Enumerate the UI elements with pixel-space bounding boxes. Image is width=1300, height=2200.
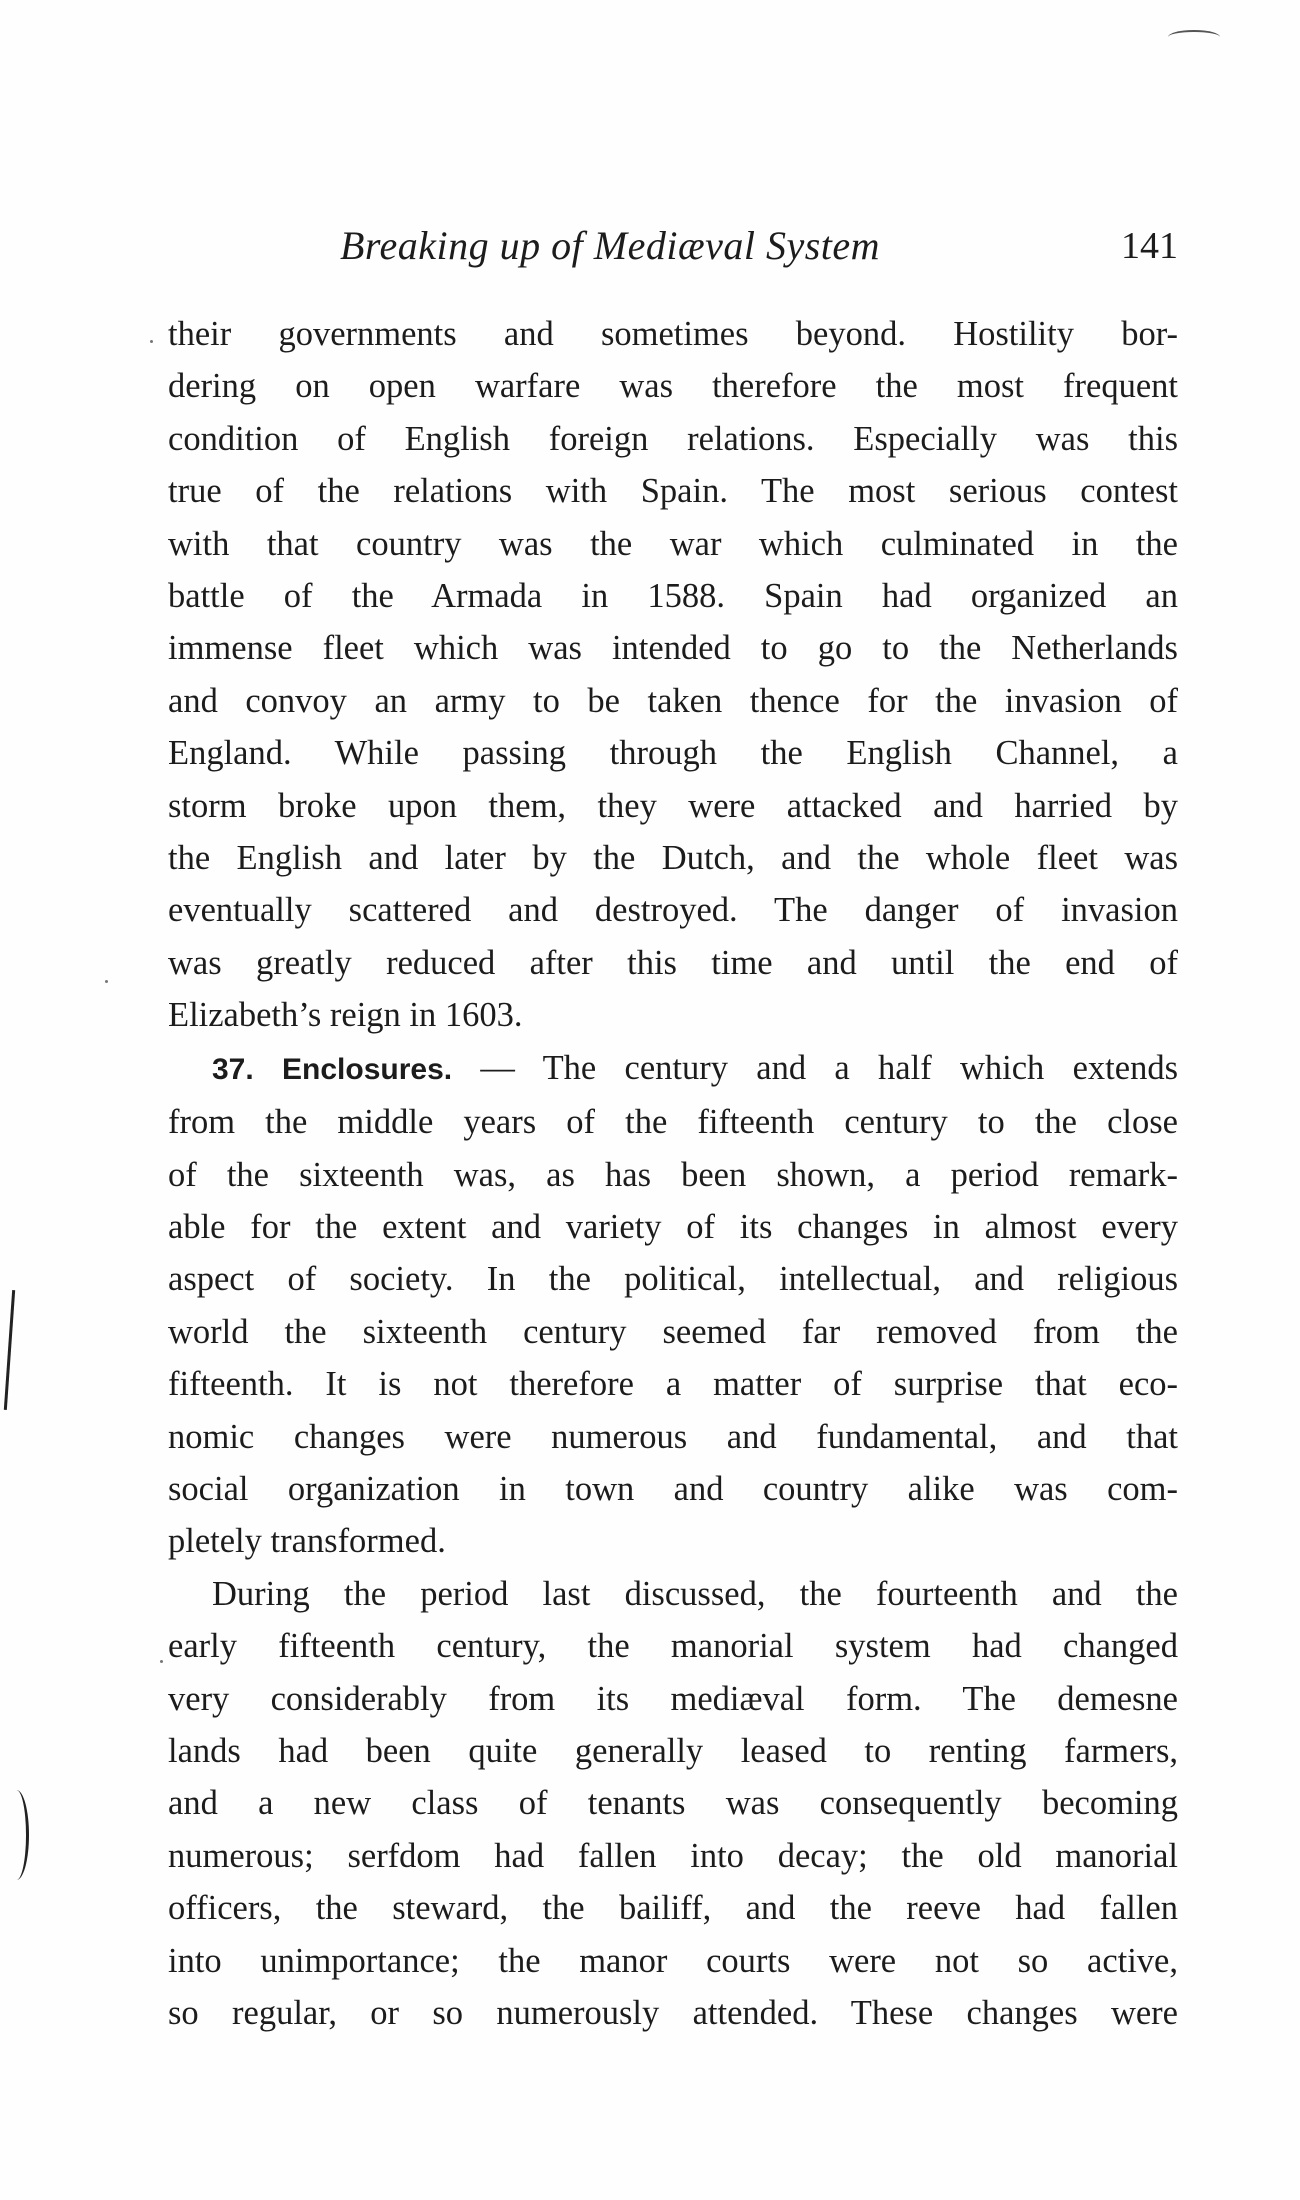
text-line: eventually scattered and destroyed. The danger of invasion — [168, 891, 1178, 930]
text-line: immense fleet which was intended to go to the Netherlands — [168, 629, 1178, 668]
text-line: their governments and sometimes beyond. Hostility bor- — [168, 315, 1178, 353]
text-line: During the period last discussed, the fourteenth and the — [212, 1574, 1178, 1613]
running-head — [168, 222, 1178, 274]
text-line: of the sixteenth was, as has been shown, a period remark- — [168, 1155, 1178, 1194]
text-line: so regular, or so numerously attended. These changes were — [168, 1994, 1178, 2032]
body-text — [168, 308, 1178, 2039]
running-title: Breaking up of Mediæval System — [340, 223, 881, 268]
text-line: true of the relations with Spain. The most serious contest — [168, 472, 1178, 511]
text-line: dering on open warfare was therefore the most frequent — [168, 367, 1178, 406]
text-line: into unimportance; the manor courts were not so active, — [168, 1941, 1178, 1980]
text-line: nomic changes were numerous and fundamental, and that — [168, 1417, 1178, 1456]
text-line: condition of English foreign relations. Especially was this — [168, 419, 1178, 458]
text-line: aspect of society. In the political, intellectual, and religious — [168, 1260, 1178, 1299]
page-number: 141 — [1121, 225, 1178, 267]
text-line: lands had been quite generally leased to renting farmers, — [168, 1731, 1178, 1770]
text-line: pletely transformed. — [168, 1522, 446, 1561]
text-line: numerous; serfdom had fallen into decay; the old manorial — [168, 1836, 1178, 1875]
text-line: the English and later by the Dutch, and the whole fleet was — [168, 839, 1178, 878]
text-line: officers, the steward, the bailiff, and the reeve had fallen — [168, 1889, 1178, 1928]
text-line: and a new class of tenants was consequently becoming — [168, 1784, 1178, 1823]
text-line: world the sixteenth century seemed far removed from the — [168, 1312, 1178, 1351]
scan-dot — [160, 1660, 163, 1663]
scan-edge-stroke — [4, 1290, 15, 1410]
section-first-line — [168, 1042, 1178, 1096]
text-line: fifteenth. It is not therefore a matter of surprise that eco- — [168, 1365, 1178, 1404]
section-number: 37. — [212, 1052, 254, 1086]
text-line: very considerably from its mediæval form. The demesne — [168, 1679, 1178, 1718]
scan-squiggle-mark — [1168, 30, 1220, 44]
scan-edge-bracket — [4, 1790, 29, 1880]
text-line: was greatly reduced after this time and until the end of — [168, 943, 1178, 982]
scan-dot — [105, 980, 108, 983]
text-line: and convoy an army to be taken thence for the invasion of — [168, 681, 1178, 720]
section-heading: Enclosures. — [282, 1052, 453, 1086]
text-line: from the middle years of the fifteenth century to the close — [168, 1103, 1178, 1142]
text-line: battle of the Armada in 1588. Spain had organized an — [168, 577, 1178, 616]
text-line: Elizabeth’s reign in 1603. — [168, 996, 523, 1035]
text-line: storm broke upon them, they were attacked and harried by — [168, 786, 1178, 825]
text-line: early fifteenth century, the manorial system had changed — [168, 1627, 1178, 1666]
text-line: social organization in town and country alike was com- — [168, 1469, 1178, 1508]
text-line: able for the extent and variety of its changes in almost every — [168, 1207, 1178, 1246]
text-line: with that country was the war which culminated in the — [168, 524, 1178, 563]
section-first-line-text: — The century and a half which extends — [452, 1048, 1178, 1087]
text-line: England. While passing through the English Channel, a — [168, 734, 1178, 773]
scan-dot — [150, 340, 153, 343]
